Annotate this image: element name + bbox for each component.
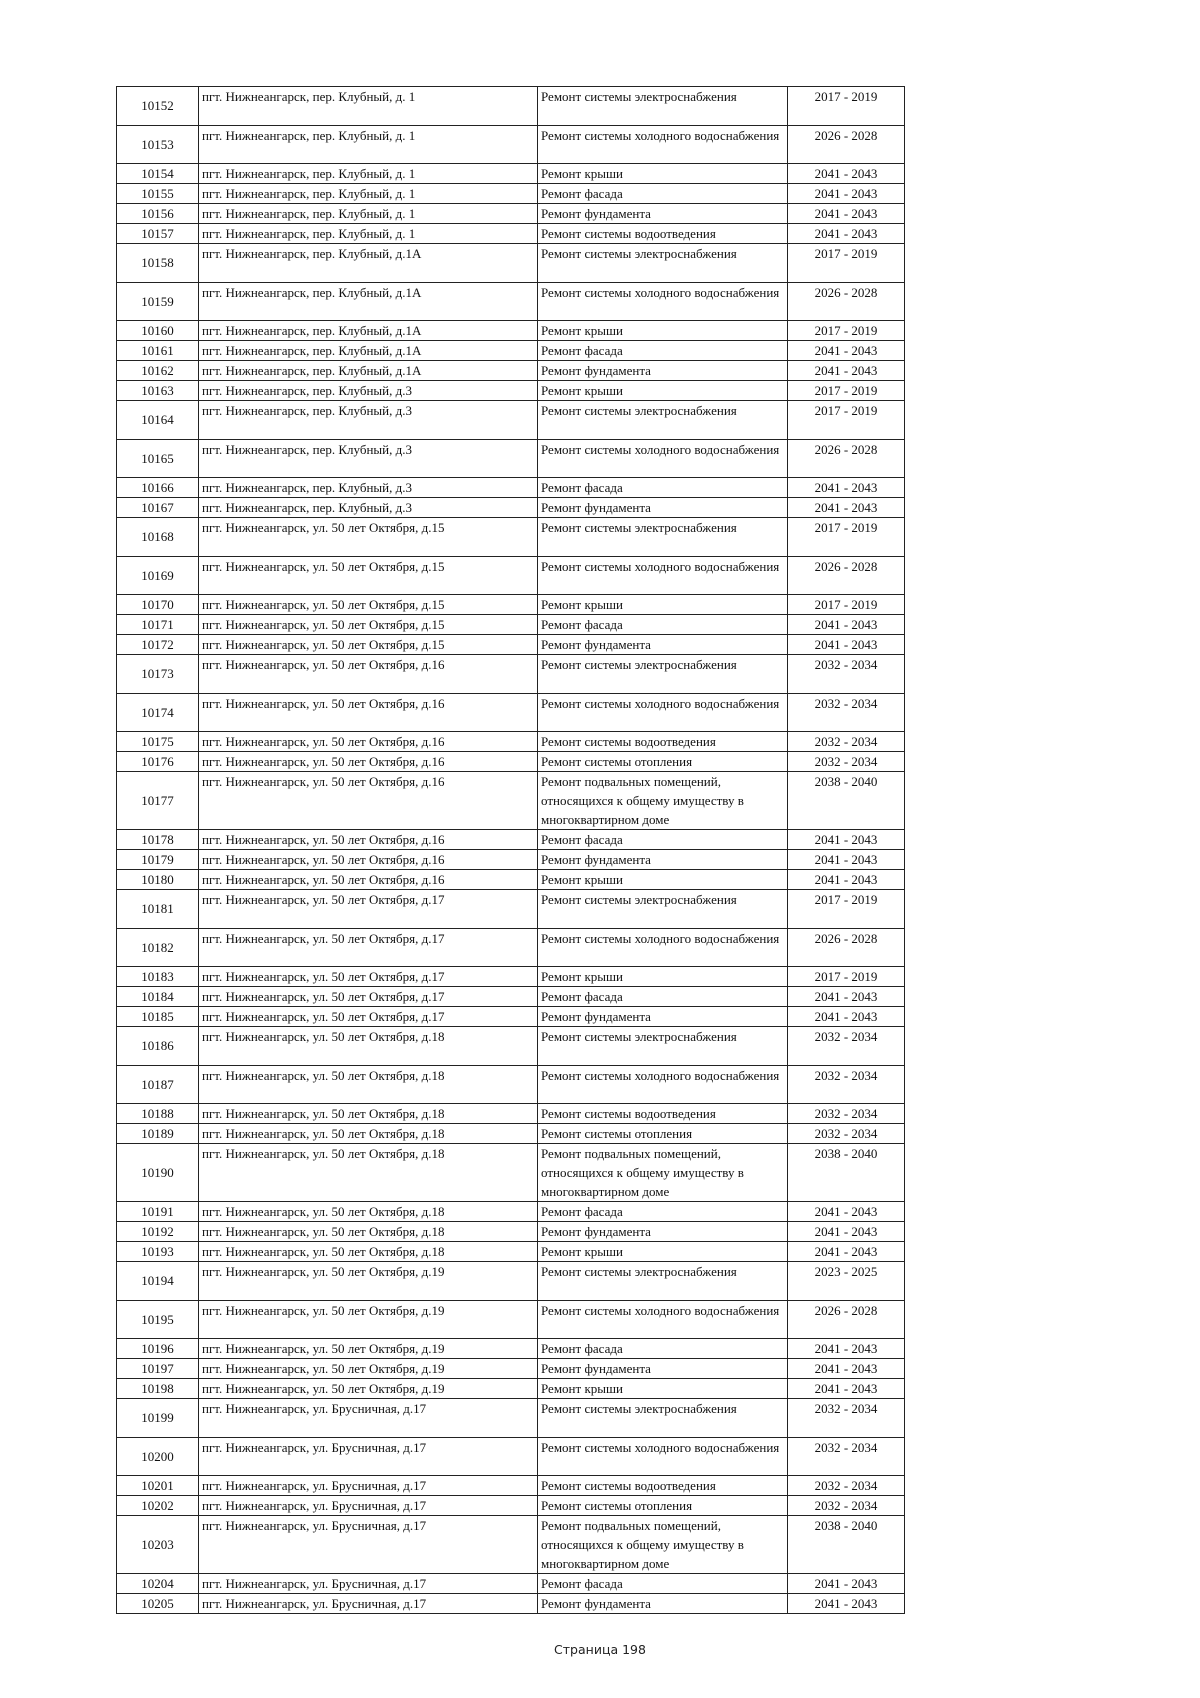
work-type-cell: Ремонт системы электроснабжения [538,87,788,126]
work-type-cell: Ремонт крыши [538,1242,788,1262]
table-row [117,1124,905,1144]
table-row [117,615,905,635]
period-cell: 2032 - 2034 [788,1496,905,1516]
row-number-cell: 10170 [117,595,199,615]
period-cell: 2038 - 2040 [788,1516,905,1574]
address-cell: пгт. Нижнеангарск, ул. 50 лет Октября, д.18 [199,1124,538,1144]
work-type-cell: Ремонт подвальных помещений, относящихся к общему имуществу в многоквартирном доме [538,772,788,830]
table-row [117,693,905,732]
table-row [117,987,905,1007]
work-type-cell: Ремонт системы холодного водоснабжения [538,693,788,732]
address-cell: пгт. Нижнеангарск, пер. Клубный, д.3 [199,498,538,518]
row-number-cell: 10184 [117,987,199,1007]
work-type-cell: Ремонт системы водоотведения [538,732,788,752]
work-type-cell: Ремонт системы холодного водоснабжения [538,282,788,321]
period-cell: 2032 - 2034 [788,732,905,752]
table-row [117,518,905,557]
address-cell: пгт. Нижнеангарск, ул. 50 лет Октября, д.16 [199,772,538,830]
table-row [117,1339,905,1359]
address-cell: пгт. Нижнеангарск, ул. 50 лет Октября, д.17 [199,987,538,1007]
work-type-cell: Ремонт фасада [538,1339,788,1359]
row-number-cell: 10179 [117,850,199,870]
page-number: Страница 198 [554,1642,646,1657]
work-type-cell: Ремонт фундамента [538,850,788,870]
address-cell: пгт. Нижнеангарск, пер. Клубный, д. 1 [199,125,538,164]
work-type-cell: Ремонт фундамента [538,204,788,224]
row-number-cell: 10159 [117,282,199,321]
row-number-cell: 10192 [117,1222,199,1242]
row-number-cell: 10180 [117,870,199,890]
period-cell: 2041 - 2043 [788,1339,905,1359]
period-cell: 2041 - 2043 [788,1202,905,1222]
period-cell: 2017 - 2019 [788,401,905,440]
work-type-cell: Ремонт системы холодного водоснабжения [538,1300,788,1339]
row-number-cell: 10156 [117,204,199,224]
period-cell: 2032 - 2034 [788,752,905,772]
table-row [117,478,905,498]
period-cell: 2041 - 2043 [788,870,905,890]
period-cell: 2041 - 2043 [788,164,905,184]
work-type-cell: Ремонт системы электроснабжения [538,1399,788,1438]
work-type-cell: Ремонт системы водоотведения [538,1476,788,1496]
table-row [117,732,905,752]
period-cell: 2017 - 2019 [788,890,905,929]
table-row [117,1027,905,1066]
table-row [117,1379,905,1399]
table-row [117,341,905,361]
address-cell: пгт. Нижнеангарск, ул. Брусничная, д.17 [199,1594,538,1614]
address-cell: пгт. Нижнеангарск, ул. 50 лет Октября, д.18 [199,1144,538,1202]
table-row [117,1496,905,1516]
row-number-cell: 10198 [117,1379,199,1399]
row-number-cell: 10163 [117,381,199,401]
period-cell: 2041 - 2043 [788,1007,905,1027]
address-cell: пгт. Нижнеангарск, ул. 50 лет Октября, д.19 [199,1379,538,1399]
period-cell: 2017 - 2019 [788,595,905,615]
period-cell: 2017 - 2019 [788,967,905,987]
address-cell: пгт. Нижнеангарск, пер. Клубный, д.1А [199,361,538,381]
row-number-cell: 10160 [117,321,199,341]
address-cell: пгт. Нижнеангарск, ул. 50 лет Октября, д.15 [199,556,538,595]
table-row [117,1222,905,1242]
row-number-cell: 10153 [117,125,199,164]
table-row [117,1399,905,1438]
period-cell: 2041 - 2043 [788,987,905,1007]
table-row [117,1359,905,1379]
row-number-cell: 10168 [117,518,199,557]
period-cell: 2041 - 2043 [788,850,905,870]
address-cell: пгт. Нижнеангарск, ул. Брусничная, д.17 [199,1496,538,1516]
address-cell: пгт. Нижнеангарск, ул. 50 лет Октября, д.19 [199,1262,538,1301]
address-cell: пгт. Нижнеангарск, ул. 50 лет Октября, д.19 [199,1359,538,1379]
row-number-cell: 10177 [117,772,199,830]
period-cell: 2017 - 2019 [788,381,905,401]
address-cell: пгт. Нижнеангарск, ул. 50 лет Октября, д.18 [199,1104,538,1124]
address-cell: пгт. Нижнеангарск, пер. Клубный, д. 1 [199,204,538,224]
period-cell: 2032 - 2034 [788,1104,905,1124]
table-row [117,1104,905,1124]
table-row [117,1574,905,1594]
period-cell: 2026 - 2028 [788,1300,905,1339]
period-cell: 2041 - 2043 [788,1359,905,1379]
address-cell: пгт. Нижнеангарск, пер. Клубный, д.1А [199,282,538,321]
table-row [117,1065,905,1104]
period-cell: 2041 - 2043 [788,341,905,361]
period-cell: 2041 - 2043 [788,498,905,518]
row-number-cell: 10185 [117,1007,199,1027]
period-cell: 2041 - 2043 [788,830,905,850]
work-type-cell: Ремонт системы водоотведения [538,1104,788,1124]
table-row [117,595,905,615]
period-cell: 2032 - 2034 [788,1476,905,1496]
period-cell: 2032 - 2034 [788,1124,905,1144]
table-row [117,1202,905,1222]
address-cell: пгт. Нижнеангарск, ул. Брусничная, д.17 [199,1574,538,1594]
work-type-cell: Ремонт системы холодного водоснабжения [538,556,788,595]
period-cell: 2041 - 2043 [788,224,905,244]
work-type-cell: Ремонт фундамента [538,1594,788,1614]
address-cell: пгт. Нижнеангарск, ул. 50 лет Октября, д.16 [199,693,538,732]
address-cell: пгт. Нижнеангарск, ул. 50 лет Октября, д.17 [199,890,538,929]
work-type-cell: Ремонт крыши [538,967,788,987]
period-cell: 2026 - 2028 [788,282,905,321]
period-cell: 2026 - 2028 [788,125,905,164]
address-cell: пгт. Нижнеангарск, пер. Клубный, д.3 [199,401,538,440]
period-cell: 2041 - 2043 [788,204,905,224]
table-row [117,830,905,850]
address-cell: пгт. Нижнеангарск, ул. Брусничная, д.17 [199,1399,538,1438]
period-cell: 2017 - 2019 [788,321,905,341]
work-type-cell: Ремонт фасада [538,1574,788,1594]
row-number-cell: 10196 [117,1339,199,1359]
period-cell: 2026 - 2028 [788,556,905,595]
address-cell: пгт. Нижнеангарск, ул. Брусничная, д.17 [199,1476,538,1496]
work-type-cell: Ремонт фундамента [538,1359,788,1379]
row-number-cell: 10167 [117,498,199,518]
period-cell: 2041 - 2043 [788,184,905,204]
work-type-cell: Ремонт фасада [538,987,788,1007]
work-type-cell: Ремонт фундамента [538,498,788,518]
work-type-cell: Ремонт крыши [538,164,788,184]
address-cell: пгт. Нижнеангарск, ул. 50 лет Октября, д.15 [199,595,538,615]
capital-repair-table [116,86,905,1614]
table-row [117,381,905,401]
row-number-cell: 10154 [117,164,199,184]
table-row [117,928,905,967]
address-cell: пгт. Нижнеангарск, пер. Клубный, д.3 [199,381,538,401]
row-number-cell: 10181 [117,890,199,929]
period-cell: 2041 - 2043 [788,1222,905,1242]
address-cell: пгт. Нижнеангарск, ул. 50 лет Октября, д.17 [199,928,538,967]
address-cell: пгт. Нижнеангарск, ул. 50 лет Октября, д.18 [199,1242,538,1262]
row-number-cell: 10186 [117,1027,199,1066]
period-cell: 2017 - 2019 [788,87,905,126]
work-type-cell: Ремонт подвальных помещений, относящихся к общему имуществу в многоквартирном доме [538,1144,788,1202]
table-row [117,204,905,224]
address-cell: пгт. Нижнеангарск, ул. 50 лет Октября, д.16 [199,732,538,752]
address-cell: пгт. Нижнеангарск, пер. Клубный, д. 1 [199,184,538,204]
period-cell: 2041 - 2043 [788,1242,905,1262]
work-type-cell: Ремонт фундамента [538,361,788,381]
row-number-cell: 10152 [117,87,199,126]
address-cell: пгт. Нижнеангарск, ул. 50 лет Октября, д.18 [199,1202,538,1222]
row-number-cell: 10171 [117,615,199,635]
table-row [117,556,905,595]
work-type-cell: Ремонт системы электроснабжения [538,401,788,440]
row-number-cell: 10162 [117,361,199,381]
address-cell: пгт. Нижнеангарск, ул. 50 лет Октября, д.19 [199,1339,538,1359]
address-cell: пгт. Нижнеангарск, ул. 50 лет Октября, д.15 [199,635,538,655]
table-row [117,850,905,870]
row-number-cell: 10190 [117,1144,199,1202]
address-cell: пгт. Нижнеангарск, пер. Клубный, д.3 [199,478,538,498]
address-cell: пгт. Нижнеангарск, ул. 50 лет Октября, д.16 [199,870,538,890]
table-body [117,87,905,1614]
address-cell: пгт. Нижнеангарск, ул. 50 лет Октября, д.17 [199,967,538,987]
work-type-cell: Ремонт фасада [538,1202,788,1222]
row-number-cell: 10175 [117,732,199,752]
row-number-cell: 10201 [117,1476,199,1496]
address-cell: пгт. Нижнеангарск, ул. Брусничная, д.17 [199,1437,538,1476]
table-row [117,1007,905,1027]
table-row [117,967,905,987]
address-cell: пгт. Нижнеангарск, ул. 50 лет Октября, д.18 [199,1065,538,1104]
address-cell: пгт. Нижнеангарск, ул. 50 лет Октября, д.16 [199,830,538,850]
work-type-cell: Ремонт системы холодного водоснабжения [538,125,788,164]
address-cell: пгт. Нижнеангарск, ул. 50 лет Октября, д.15 [199,518,538,557]
table-row [117,752,905,772]
address-cell: пгт. Нижнеангарск, пер. Клубный, д.1А [199,244,538,283]
row-number-cell: 10174 [117,693,199,732]
work-type-cell: Ремонт системы отопления [538,1496,788,1516]
table-row [117,87,905,126]
row-number-cell: 10165 [117,439,199,478]
address-cell: пгт. Нижнеангарск, ул. 50 лет Октября, д.18 [199,1222,538,1242]
row-number-cell: 10199 [117,1399,199,1438]
row-number-cell: 10193 [117,1242,199,1262]
period-cell: 2017 - 2019 [788,518,905,557]
period-cell: 2038 - 2040 [788,772,905,830]
period-cell: 2026 - 2028 [788,439,905,478]
table-row [117,635,905,655]
table-row [117,1437,905,1476]
period-cell: 2032 - 2034 [788,1027,905,1066]
row-number-cell: 10204 [117,1574,199,1594]
work-type-cell: Ремонт фундамента [538,1222,788,1242]
address-cell: пгт. Нижнеангарск, ул. 50 лет Октября, д.16 [199,850,538,870]
table-row [117,655,905,694]
work-type-cell: Ремонт крыши [538,381,788,401]
table-row [117,184,905,204]
address-cell: пгт. Нижнеангарск, ул. 50 лет Октября, д.16 [199,655,538,694]
address-cell: пгт. Нижнеангарск, пер. Клубный, д.1А [199,341,538,361]
address-cell: пгт. Нижнеангарск, ул. 50 лет Октября, д.16 [199,752,538,772]
row-number-cell: 10203 [117,1516,199,1574]
work-type-cell: Ремонт системы электроснабжения [538,890,788,929]
period-cell: 2026 - 2028 [788,928,905,967]
table-row [117,870,905,890]
table-row [117,1242,905,1262]
row-number-cell: 10166 [117,478,199,498]
table-row [117,1144,905,1202]
table-row [117,1516,905,1574]
row-number-cell: 10194 [117,1262,199,1301]
period-cell: 2032 - 2034 [788,1399,905,1438]
period-cell: 2041 - 2043 [788,361,905,381]
table-row [117,1594,905,1614]
work-type-cell: Ремонт фасада [538,478,788,498]
table-row [117,1300,905,1339]
work-type-cell: Ремонт системы холодного водоснабжения [538,439,788,478]
address-cell: пгт. Нижнеангарск, пер. Клубный, д. 1 [199,164,538,184]
work-type-cell: Ремонт системы электроснабжения [538,518,788,557]
row-number-cell: 10176 [117,752,199,772]
period-cell: 2032 - 2034 [788,693,905,732]
row-number-cell: 10195 [117,1300,199,1339]
table-row [117,890,905,929]
row-number-cell: 10197 [117,1359,199,1379]
period-cell: 2032 - 2034 [788,655,905,694]
period-cell: 2023 - 2025 [788,1262,905,1301]
work-type-cell: Ремонт подвальных помещений, относящихся к общему имуществу в многоквартирном доме [538,1516,788,1574]
work-type-cell: Ремонт системы отопления [538,752,788,772]
row-number-cell: 10182 [117,928,199,967]
row-number-cell: 10200 [117,1437,199,1476]
work-type-cell: Ремонт фасада [538,830,788,850]
address-cell: пгт. Нижнеангарск, ул. 50 лет Октября, д.18 [199,1027,538,1066]
work-type-cell: Ремонт крыши [538,1379,788,1399]
table-row [117,439,905,478]
work-type-cell: Ремонт системы отопления [538,1124,788,1144]
row-number-cell: 10158 [117,244,199,283]
work-type-cell: Ремонт крыши [538,595,788,615]
address-cell: пгт. Нижнеангарск, пер. Клубный, д.3 [199,439,538,478]
address-cell: пгт. Нижнеангарск, ул. 50 лет Октября, д.19 [199,1300,538,1339]
table-row [117,361,905,381]
table-row [117,224,905,244]
period-cell: 2041 - 2043 [788,1379,905,1399]
address-cell: пгт. Нижнеангарск, пер. Клубный, д. 1 [199,87,538,126]
work-type-cell: Ремонт системы водоотведения [538,224,788,244]
row-number-cell: 10183 [117,967,199,987]
row-number-cell: 10189 [117,1124,199,1144]
row-number-cell: 10172 [117,635,199,655]
row-number-cell: 10161 [117,341,199,361]
table-row [117,1262,905,1301]
table-row [117,772,905,830]
row-number-cell: 10191 [117,1202,199,1222]
work-type-cell: Ремонт системы электроснабжения [538,244,788,283]
table-row [117,125,905,164]
work-type-cell: Ремонт фасада [538,615,788,635]
work-type-cell: Ремонт крыши [538,870,788,890]
period-cell: 2041 - 2043 [788,478,905,498]
period-cell: 2032 - 2034 [788,1437,905,1476]
work-type-cell: Ремонт системы холодного водоснабжения [538,1065,788,1104]
row-number-cell: 10205 [117,1594,199,1614]
work-type-cell: Ремонт фасада [538,184,788,204]
address-cell: пгт. Нижнеангарск, ул. Брусничная, д.17 [199,1516,538,1574]
period-cell: 2017 - 2019 [788,244,905,283]
row-number-cell: 10187 [117,1065,199,1104]
row-number-cell: 10173 [117,655,199,694]
address-cell: пгт. Нижнеангарск, ул. 50 лет Октября, д.17 [199,1007,538,1027]
table-row [117,244,905,283]
period-cell: 2038 - 2040 [788,1144,905,1202]
table-row [117,164,905,184]
row-number-cell: 10202 [117,1496,199,1516]
row-number-cell: 10178 [117,830,199,850]
table-row [117,498,905,518]
table-row [117,282,905,321]
table-row [117,401,905,440]
row-number-cell: 10157 [117,224,199,244]
work-type-cell: Ремонт крыши [538,321,788,341]
work-type-cell: Ремонт системы холодного водоснабжения [538,928,788,967]
work-type-cell: Ремонт фасада [538,341,788,361]
address-cell: пгт. Нижнеангарск, ул. 50 лет Октября, д.15 [199,615,538,635]
period-cell: 2041 - 2043 [788,1594,905,1614]
table-row [117,1476,905,1496]
row-number-cell: 10155 [117,184,199,204]
row-number-cell: 10164 [117,401,199,440]
period-cell: 2041 - 2043 [788,615,905,635]
work-type-cell: Ремонт системы электроснабжения [538,1262,788,1301]
work-type-cell: Ремонт фундамента [538,635,788,655]
work-type-cell: Ремонт фундамента [538,1007,788,1027]
address-cell: пгт. Нижнеангарск, пер. Клубный, д.1А [199,321,538,341]
work-type-cell: Ремонт системы электроснабжения [538,1027,788,1066]
work-type-cell: Ремонт системы электроснабжения [538,655,788,694]
period-cell: 2041 - 2043 [788,1574,905,1594]
table-row [117,321,905,341]
period-cell: 2041 - 2043 [788,635,905,655]
period-cell: 2032 - 2034 [788,1065,905,1104]
row-number-cell: 10169 [117,556,199,595]
work-type-cell: Ремонт системы холодного водоснабжения [538,1437,788,1476]
address-cell: пгт. Нижнеангарск, пер. Клубный, д. 1 [199,224,538,244]
row-number-cell: 10188 [117,1104,199,1124]
